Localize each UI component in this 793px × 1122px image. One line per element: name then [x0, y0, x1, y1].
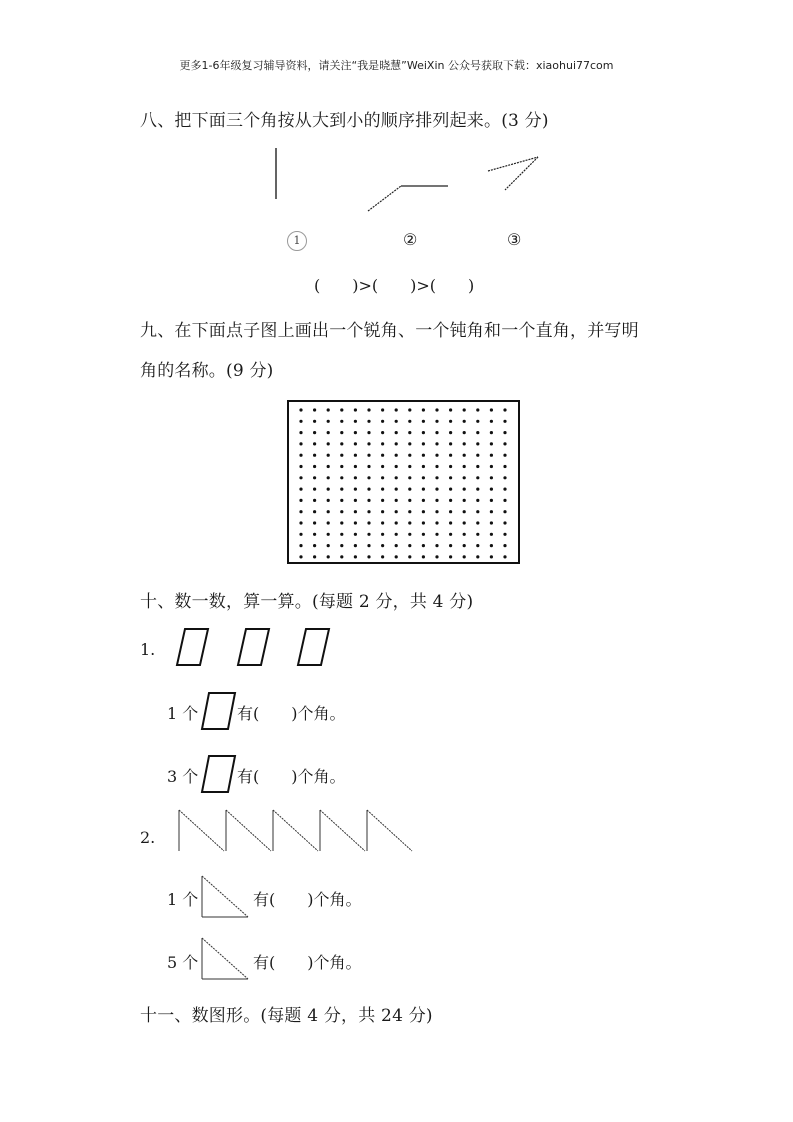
part-2-line-a-suffix: 有( )个角。 — [253, 890, 362, 909]
part-1-line-b-suffix: 有( )个角。 — [237, 767, 346, 786]
part-1-number: 1. — [140, 640, 156, 659]
part-1-line-b-prefix: 3 个 — [167, 767, 199, 786]
part-2-line-b-suffix: 有( )个角。 — [253, 953, 362, 972]
part-1-line-a-prefix: 1 个 — [167, 704, 199, 723]
part-2-number: 2. — [140, 828, 156, 847]
question-10-title: 十、数一数，算一算。(每题 2 分，共 4 分) — [140, 592, 474, 612]
question-9-title-line2: 角的名称。(9 分) — [140, 361, 274, 381]
question-8-title: 八、把下面三个角按从大到小的顺序排列起来。(3 分) — [140, 111, 549, 131]
angle-1-label: 1 — [287, 231, 307, 251]
angle-2-label: ② — [403, 230, 418, 249]
question-11-title: 十一、数图形。(每题 4 分，共 24 分) — [140, 1006, 433, 1026]
page-header: 更多1-6年级复习辅导资料，请关注“我是晓慧”WeiXin 公众号获取下载：xiaohui77com — [179, 59, 614, 72]
question-9-title-line1: 九、在下面点子图上画出一个锐角、一个钝角和一个直角，并写明 — [140, 321, 639, 341]
order-answer-line: ( )>( )>( ) — [314, 276, 475, 295]
part-2-line-b-prefix: 5 个 — [167, 953, 199, 972]
part-2-line-a-prefix: 1 个 — [167, 890, 199, 909]
part-1-line-a-suffix: 有( )个角。 — [237, 704, 346, 723]
angle-3-label: ③ — [507, 230, 522, 249]
